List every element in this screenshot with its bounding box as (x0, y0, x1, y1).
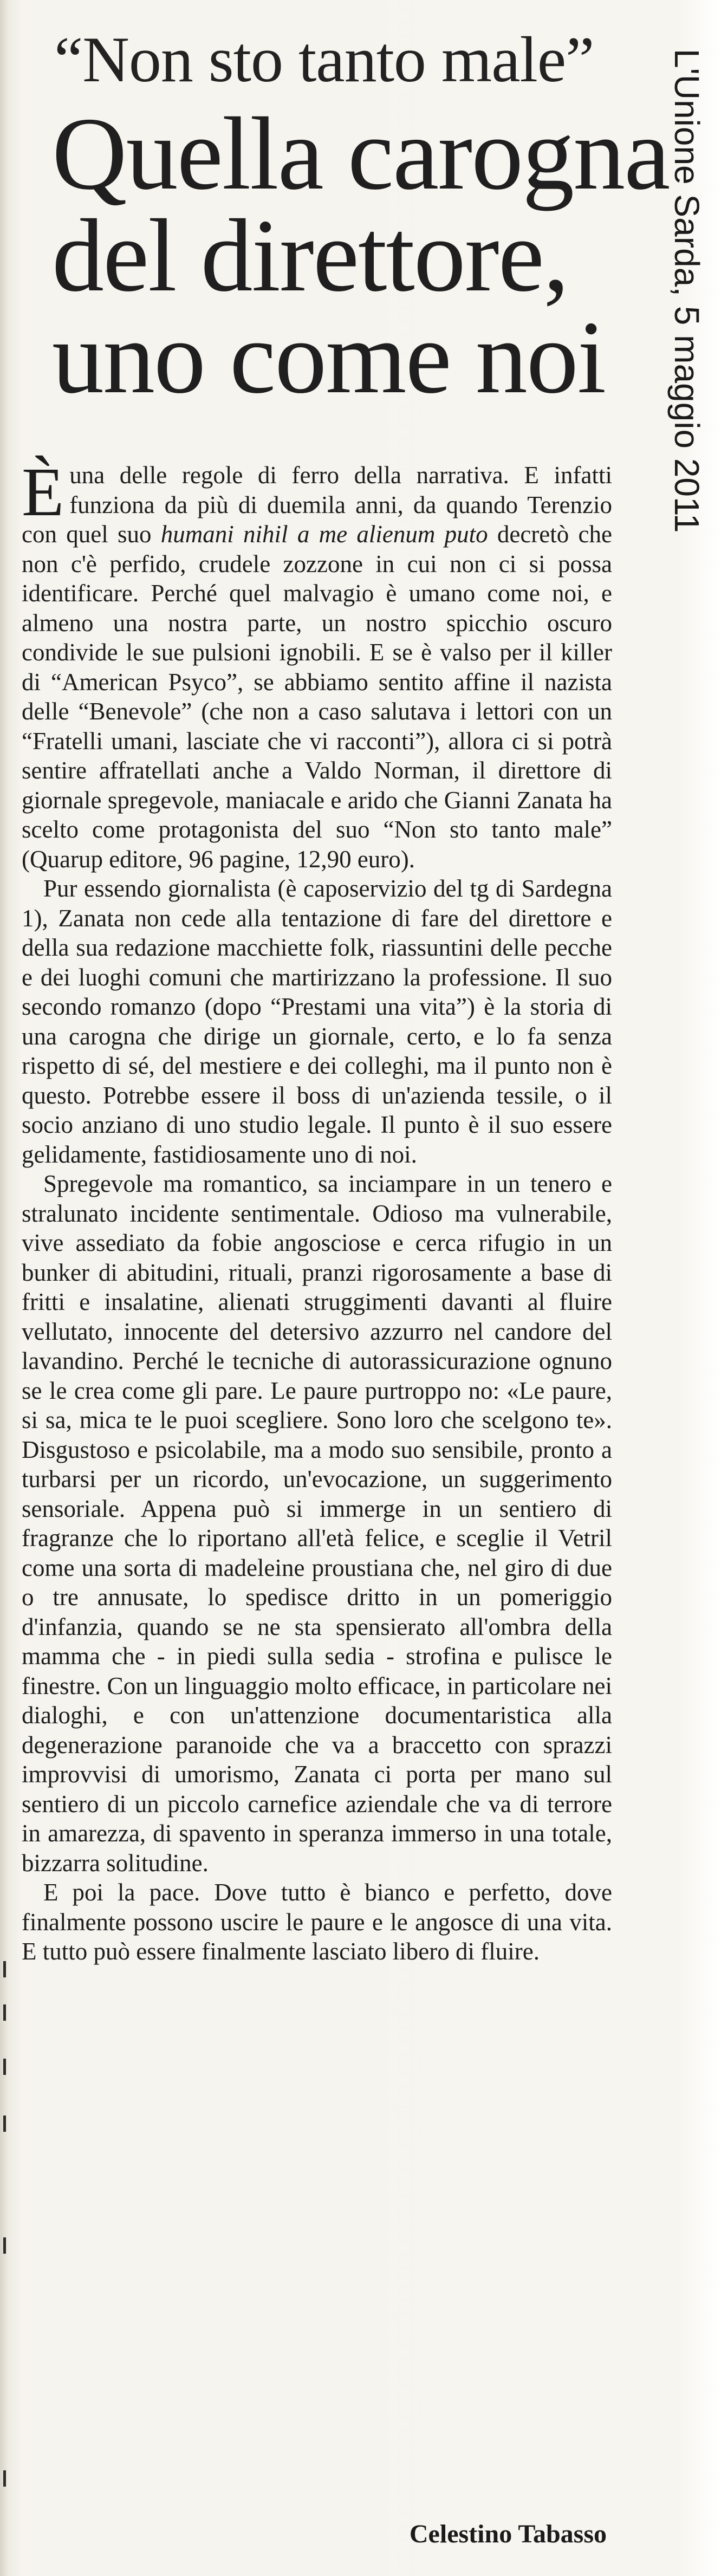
crop-mark (3, 2004, 6, 2021)
headline-line: del direttore, (52, 198, 568, 313)
crop-mark (3, 2116, 6, 2132)
crop-mark (3, 1961, 6, 1977)
paragraph: E poi la pace. Dove tutto è bianco e perfetto, dove finalmente possono uscire le paure e le angosce di una vita. E tutto può essere finalmente lasciato libero di fluire. (22, 1879, 612, 1965)
paragraph (22, 453, 612, 874)
paragraph-text: decretò che non c'è perfido, crudele zozzone in cui non ci si possa identificare. Perché quel malvagio è umano come noi, e almeno una nostra parte, un nostro spicchio oscuro condivide le sue pulsioni ignobili. E se è valso per il killer di “American Psyco”, se abbiamo sentito affine il nazista delle “Benevole” (che non a caso salutava i lettori con un “Fratelli umani, lasciate che vi racconti”), allora ci si potrà sentire affratellati anche a Valdo Norman, il direttore di giornale spregevole, maniacale e arido che Gianni Zanata ha scelto come protagonista del suo “Non sto tanto male” (Quarup editore, 96 pagine, 12,90 euro). (22, 521, 612, 873)
paragraph: Pur essendo giornalista (è caposervizio del tg di Sardegna 1), Zanata non cede alla tentazione di fare del direttore e della sua redazione macchiette folk, riassuntini delle pecche e dei luoghi comuni che martirizzano la professione. Il suo secondo romanzo (dopo “Prestami una vita”) è la storia di una carogna che dirige un giornale, certo, e lo fa senza rispetto di sé, del mestiere e dei colleghi, ma il punto non è questo. Potrebbe essere il boss di un'azienda tessile, o il socio anziano di uno studio legale. Il punto è il suo essere gelidamente, fastidiosamente uno di noi. (22, 875, 612, 1168)
article-kicker: “Non sto tanto male” (54, 23, 594, 95)
source-text: L'Unione Sarda, 5 maggio 2011 (667, 49, 706, 533)
article-body (22, 453, 612, 1967)
headline-line: uno come noi (52, 300, 606, 415)
article-headline (52, 96, 670, 415)
headline-line: Quella carogna (52, 96, 670, 211)
paragraph-text: una delle regole di ferro della narrativa. E infatti funziona da più di duemila anni, da quando Terenzio con quel suo (22, 462, 612, 548)
crop-mark (3, 2470, 6, 2487)
crop-mark (3, 2237, 6, 2254)
author-byline: Celestino Tabasso (409, 2520, 607, 2548)
crop-mark (3, 2059, 6, 2075)
latin-quote: humani nihil a me alienum puto (160, 521, 488, 548)
paragraph: Spregevole ma romantico, sa inciampare in un tenero e stralunato incidente sentimentale. Odioso ma vulnerabile, vive assediato da fobie angosciose e cerca rifugio in un bunker di abitudini, rituali, pranzi rigorosamente a base di fritti e insalatine, alienati struggimenti davanti al fluire vellutato, innocente del detersivo azzurro nel candore del lavandino. Perché le tecniche di autorassicurazione ognuno se le crea come gli pare. Le paure purtroppo no: «Le paure, si sa, mica te le puoi scegliere. Sono loro che scelgono te». Disgustoso e psicolabile, ma a modo suo sensibile, pronto a turbarsi per un ricordo, un'evocazione, un suggerimento sensoriale. Appena può si immerge in un sentiero di fragranze che lo riportano all'età felice, e sceglie il Vetril come una sorta di madeleine proustiana che, nel giro di due o tre annusate, lo spedisce dritto in un pomeriggio d'infanzia, quando se ne sta spensierato all'ombra della mamma che - in piedi sulla sedia - strofina e pulisce le finestre. Con un linguaggio molto efficace, in particolare nei dialoghi, e con un'attenzione documentaristica alla degenerazione paranoide che va a braccetto con sprazzi improvvisi di umorismo, Zanata ci porta per mano sul sentiero di un piccolo carnefice aziendale che va di terrore in amarezza, di spavento in speranza immerso in una totale, bizzarra solitudine. (22, 1170, 612, 1877)
clipping-left-edge (0, 0, 8, 2576)
source-annotation (645, 49, 715, 591)
drop-cap: È (22, 453, 64, 530)
